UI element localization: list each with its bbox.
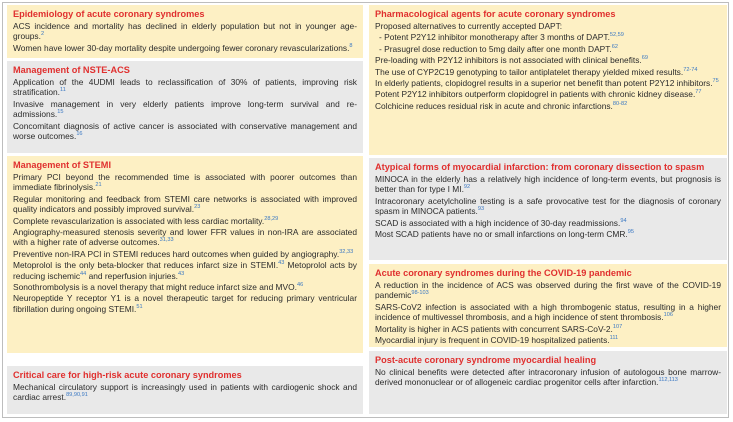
reference-number: 44 [80,270,87,277]
reference-number: 51 [136,304,143,311]
stemi-line: Preventive non-IRA PCI in STEMI reduces hard outcomes when guided by angiography.$^{32,33}$ [13,248,354,259]
reference-number: 43 [177,270,185,277]
pharmacology-line: - Potent P2Y12 inhibitor monotherapy after 3 months of DAPT.$^{52,59}$ [379,32,624,43]
reference-number: 28,29 [264,215,279,222]
reference-number: 21 [95,182,102,189]
epidemiology-title: Epidemiology of acute coronary syndromes [13,9,205,19]
covid-line: Myocardial injury is frequent in COVID-19 hospitalized patients.$^{111}$ [375,335,619,346]
covid-line: SARS-CoV2 infection is associated with a high thrombogenic status, resulting in a higher incidence of multivessel thrombosis, and a high incidence of stent thrombosis.$^{106}$ [375,301,721,323]
pharmacology-line: - Prasugrel dose reduction to 5mg daily after one month DAPT.$^{62}$ [379,43,618,54]
reference-number: 31,33 [159,237,174,244]
reference-number: 89,90,91 [66,392,88,399]
pharmacology-box [369,5,727,155]
pharmacology-line: Pre-loading with P2Y12 inhibitors is not associated with clinical benefits.$^{69}$ [375,55,648,66]
reference-number: 43 [278,260,285,267]
reference-number: 93 [477,206,485,213]
minoca-line: MINOCA in the elderly has a relatively high incidence of long-term events, but prognosis is better than for type I MI.$^{92}$ [375,174,721,195]
reference-number: 107 [612,323,623,330]
stemi-line: Metoprolol is the only beta-blocker that reduces infarct size in STEMI.$^{43}$ Metoprolol acts by reducing ischemic$^{44}$ and reperfusion injuries.$^{43}$ [13,260,357,281]
reference-number: 15 [57,109,64,116]
healing-box [369,351,727,414]
reference-number: 77 [695,89,702,96]
covid-box [369,264,727,347]
stemi-box [7,156,363,353]
critical-care-title: Critical care for high-risk acute coronary syndromes [13,370,242,380]
nste-acs-line: Application of the 4UDMI leads to reclassification of 30% of patients, improving risk stratification.$^{11}$ [13,77,357,98]
nste-acs-line: Invasive management in very elderly patients improve long-term survival and re-admissions.$^{15}$ [13,98,357,120]
reference-number: 72-74 [683,66,698,73]
reference-number: 52,59 [609,32,624,39]
minoca-line: Intracoronary acetylcholine testing is a safe provocative test for the diagnosis of coronary spasm in MINOCA patients.$^{93}$ [375,195,721,217]
reference-number: 94 [620,217,627,224]
critical-care-box [7,366,363,414]
stemi-line: Primary PCI beyond the recommended time is associated with poorer outcomes than immediate fibrinolysis.$^{21}$ [13,172,357,193]
critical-care-line: Mechanical circulatory support is increasingly used in patients with cardiogenic shock and cardiac arrest.$^{89,90,91}$ [13,382,357,403]
reference-number: 62 [611,44,618,51]
reference-number: 16 [76,131,83,138]
epidemiology-line: Women have lower 30-day mortality despite undergoing fewer coronary revascularizations.$^8$ [13,42,353,53]
healing-title: Post-acute coronary syndrome myocardial healing [375,355,597,365]
reference-number: 80-82 [612,101,628,108]
nste-acs-box [7,61,363,153]
reference-number: 32,33 [339,249,354,256]
minoca-title: Atypical forms of myocardial infarction: from coronary dissection to spasm [375,162,705,172]
epidemiology-line: ACS incidence and mortality has declined in elderly population but not in younger age-groups.$^2$ [13,21,357,42]
reference-number: 106 [663,312,673,319]
reference-number: 98-103 [411,290,429,297]
stemi-line: Neuropeptide Y receptor Y1 is a novel therapeutic target for reducing primary ventricular fibrillation during ongoing STEMI.$^{51}$ [13,293,357,314]
reference-number: 23 [194,204,201,211]
covid-title: Acute coronary syndromes during the COVID-19 pandemic [375,268,632,278]
nste-acs-title: Management of NSTE-ACS [13,65,130,75]
reference-number: 111 [609,335,619,342]
reference-number: 75 [712,78,719,85]
pharmacology-line: In elderly patients, clopidogrel results in a superior net benefit than potent P2Y12 inhibitors.$^{75}$ [375,78,719,89]
reference-number: 46 [296,282,304,289]
minoca-box [369,158,727,260]
covid-line: Mortality is higher in ACS patients with concurrent SARS-CoV-2.$^{107}$ [375,323,623,334]
reference-number: 8 [349,43,353,50]
reference-number: 11 [60,87,66,94]
reference-number: 112,113 [658,377,678,384]
stemi-line: Regular monitoring and feedback from STEMI care networks is associated with improved quality indicators and possibly improved survival.$^{23}$ [13,193,357,215]
pharmacology-line: Proposed alternatives to currently accepted DAPT: [375,21,563,31]
stemi-title: Management of STEMI [13,160,112,170]
covid-line: A reduction in the incidence of ACS was observed during the first wave of the COVID-19 pandemic$^{98-103}$ [375,280,721,301]
nste-acs-line: Concomitant diagnosis of active cancer is associated with conservative management and worse outcomes.$^{16}$ [13,120,357,142]
reference-number: 2 [40,31,45,38]
pharmacology-title: Pharmacological agents for acute coronary syndromes [375,9,616,19]
pharmacology-line: Potent P2Y12 inhibitors outperform clopidogrel in patients with chronic kidney disease.$^{77}$ [375,89,702,100]
healing-line: No clinical benefits were detected after intracoronary infusion of autologous bone marrow-derived mononuclear or of allogeneic cardiac progenitor cells after infarction.$^{112,113}$ [375,367,721,388]
reference-number: 95 [627,229,634,236]
reference-number: 92 [463,184,471,191]
reference-number: 69 [641,55,648,62]
minoca-line: SCAD is associated with a high incidence of 30-day readmissions.$^{94}$ [375,217,627,228]
minoca-line: Most SCAD patients have no or small infarctions on long-term CMR.$^{95}$ [375,229,634,240]
stemi-line: Sonothrombolysis is a novel therapy that might reduce infarct size and MVO.$^{46}$ [13,282,304,293]
stemi-line: Complete revascularization is associated with less cardiac mortality.$^{28,29}$ [13,215,279,226]
epidemiology-box [7,5,363,58]
summary-figure [2,2,729,418]
stemi-line: Angiography-measured stenosis severity and lower FFR values in non-IRA are associated with a higher rate of adverse outcomes.$^{31,33}$ [13,227,357,248]
pharmacology-line: The use of CYP2C19 genotyping to tailor antiplatelet therapy yielded mixed results.$^{72-74}$ [375,66,698,77]
pharmacology-line: Colchicine reduces residual risk in acute and chronic infarctions.$^{80-82}$ [375,100,628,111]
